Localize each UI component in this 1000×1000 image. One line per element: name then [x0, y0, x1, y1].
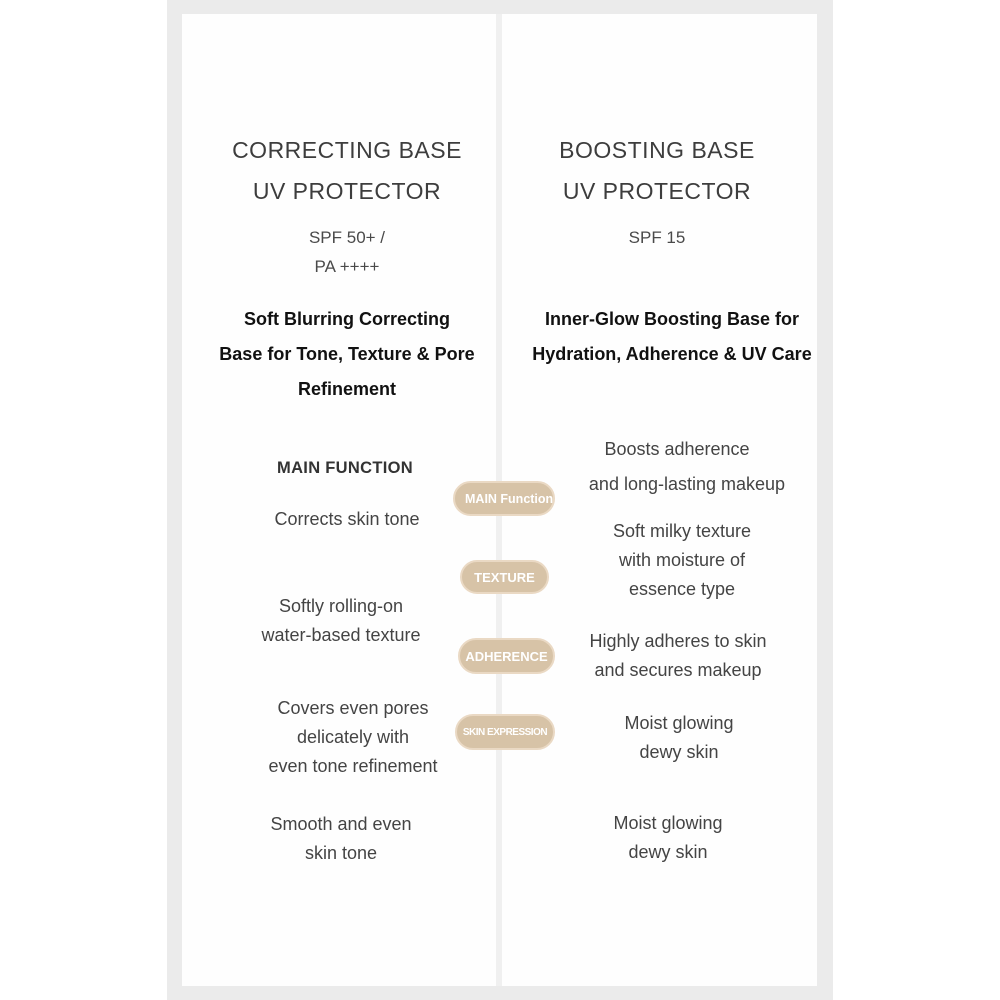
right-title-line2: UV PROTECTOR	[562, 178, 752, 204]
left-texture-text	[182, 592, 500, 650]
left-spf-line1: SPF 50+ /	[308, 228, 386, 247]
right-extra-text	[538, 809, 798, 867]
left-spf-line2: PA ++++	[314, 257, 380, 276]
left-title-line1: CORRECTING BASE	[232, 137, 462, 163]
left-adherence-line2: delicately with	[296, 727, 410, 747]
left-skin-line1: Smooth and even	[270, 814, 412, 834]
right-skin-line2: dewy skin	[639, 742, 719, 762]
left-subtitle-line3: Refinement	[297, 379, 396, 399]
left-subtitle-line2: Base for Tone, Texture & Pore	[219, 344, 475, 364]
right-adherence-line1: Highly adheres to skin	[589, 631, 767, 651]
left-subtitle-line1: Soft Blurring Correcting	[244, 309, 450, 329]
badge-texture	[460, 560, 549, 594]
left-texture-line2: water-based texture	[261, 625, 421, 645]
left-adherence-line3: even tone refinement	[268, 756, 438, 776]
left-texture-line1: Softly rolling-on	[278, 596, 404, 616]
right-texture-line2: with moisture of	[618, 550, 746, 570]
right-adherence-text	[548, 627, 808, 685]
right-extra-line2: dewy skin	[628, 842, 708, 862]
right-spf: SPF 15	[628, 228, 686, 247]
left-skin-text	[182, 810, 500, 868]
right-skin-text	[548, 709, 810, 767]
right-texture-line1: Soft milky texture	[612, 521, 752, 541]
right-main-function-line1: Boosts adherence	[604, 439, 750, 459]
right-title	[502, 130, 812, 212]
badge-main-function-label: MAIN Function	[465, 491, 554, 506]
right-subtitle-line2: Hydration, Adherence & UV Care	[532, 344, 812, 364]
right-main-function-text	[548, 432, 818, 502]
badge-skin-expression	[455, 714, 555, 750]
left-adherence-line1: Covers even pores	[277, 698, 429, 718]
left-title	[182, 130, 512, 212]
right-title-line1: BOOSTING BASE	[559, 137, 755, 163]
main-function-heading: MAIN FUNCTION	[277, 459, 413, 477]
right-extra-line1: Moist glowing	[613, 813, 723, 833]
right-adherence-line2: and secures makeup	[594, 660, 762, 680]
left-title-line2: UV PROTECTOR	[252, 178, 442, 204]
right-texture-line3: essence type	[628, 579, 736, 599]
right-subtitle-line1: Inner-Glow Boosting Base for	[544, 309, 799, 329]
left-subtitle	[182, 302, 512, 407]
left-spf	[182, 223, 512, 281]
badge-texture-label: TEXTURE	[474, 569, 535, 585]
right-skin-line1: Moist glowing	[624, 713, 734, 733]
right-texture-text	[552, 517, 812, 604]
badge-main-function	[453, 481, 555, 516]
badge-adherence	[458, 638, 555, 674]
right-main-function-line2: and long-lasting makeup	[588, 474, 786, 494]
badge-skin-expression-label: SKIN EXPRESSION	[462, 726, 548, 738]
badge-adherence-label: ADHERENCE	[465, 648, 548, 664]
right-subtitle	[512, 302, 832, 372]
left-skin-line2: skin tone	[304, 843, 378, 863]
left-main-function-text: Corrects skin tone	[274, 509, 420, 529]
